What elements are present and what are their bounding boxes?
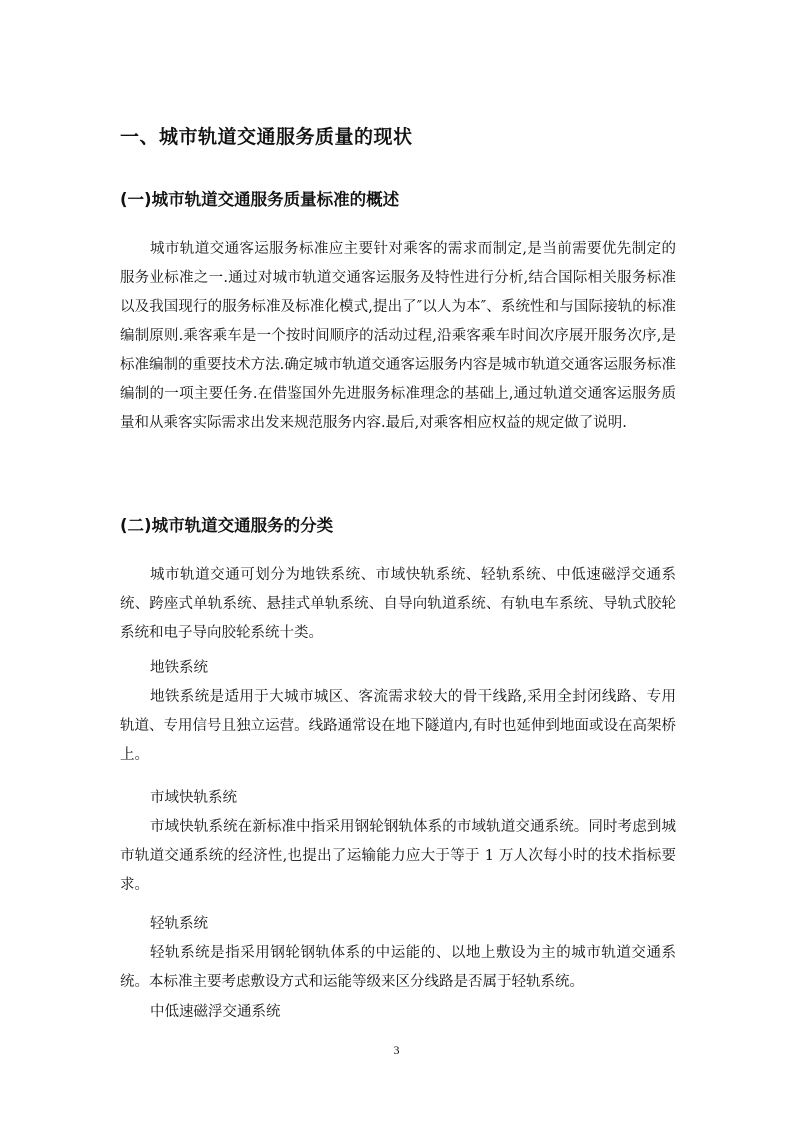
overview-paragraph: 城市轨道交通客运服务标准应主要针对乘客的需求而制定,是当前需要优先制定的服务业标准之一.通过对城市轨道交通客运服务及特性进行分析,结合国际相关服务标准以及我国现行的服务标准及标准化模式,提出了″以人为本″、系统性和与国际接轨的标准编制原则.乘客乘车是一个按时间顺序的活动过程,沿乘客乘车时间次序展开服务次序,是标准编制的重要技术方法.确定城市轨道交通客运服务内容是城市轨道交通客运服务标准编制的一项主要任务.在借鉴国外先进服务标准理念的基础上,通过轨道交通客运服务质量和从乘客实际需求出发来规范服务内容.最后,对乘客相应权益的规定做了说明. — [120, 241, 676, 431]
metro-system-paragraph: 地铁系统是适用于大城市城区、客流需求较大的骨干线路,采用全封闭线路、专用轨道、专用信号且独立运营。线路通常设在地下隧道内,有时也延伸到地面或设在高架桥上。 — [120, 689, 676, 763]
suburban-rail-heading: 市域快轨系统 — [150, 790, 237, 806]
light-rail-paragraph: 轻轨系统是指采用钢轮钢轨体系的中运能的、以地上敷设为主的城市轨道交通系统。本标准主要考虑敷设方式和运能等级来区分线路是否属于轻轨系统。 — [120, 945, 676, 990]
section-heading: 一、城市轨道交通服务质量的现状 — [120, 126, 413, 148]
suburban-rail-paragraph: 市域快轨系统在新标准中指采用钢轮钢轨体系的市域轨道交通系统。同时考虑到城市轨道交通系统的经济性,也提出了运输能力应大于等于 1 万人次每小时的技术指标要求。 — [120, 819, 676, 893]
maglev-system-heading: 中低速磁浮交通系统 — [150, 1004, 281, 1020]
light-rail-heading: 轻轨系统 — [150, 916, 208, 932]
subsection-heading-classification: (二)城市轨道交通服务的分类 — [120, 516, 334, 535]
metro-system-heading: 地铁系统 — [150, 660, 208, 676]
subsection-heading-overview: (一)城市轨道交通服务质量标准的概述 — [120, 190, 400, 209]
classification-intro-paragraph: 城市轨道交通可划分为地铁系统、市域快轨系统、轻轨系统、中低速磁浮交通系统、跨座式单轨系统、悬挂式单轨系统、自导向轨道系统、有轨电车系统、导轨式胶轮系统和电子导向胶轮系统十类。 — [120, 567, 676, 641]
page-number: 3 — [393, 1043, 400, 1057]
